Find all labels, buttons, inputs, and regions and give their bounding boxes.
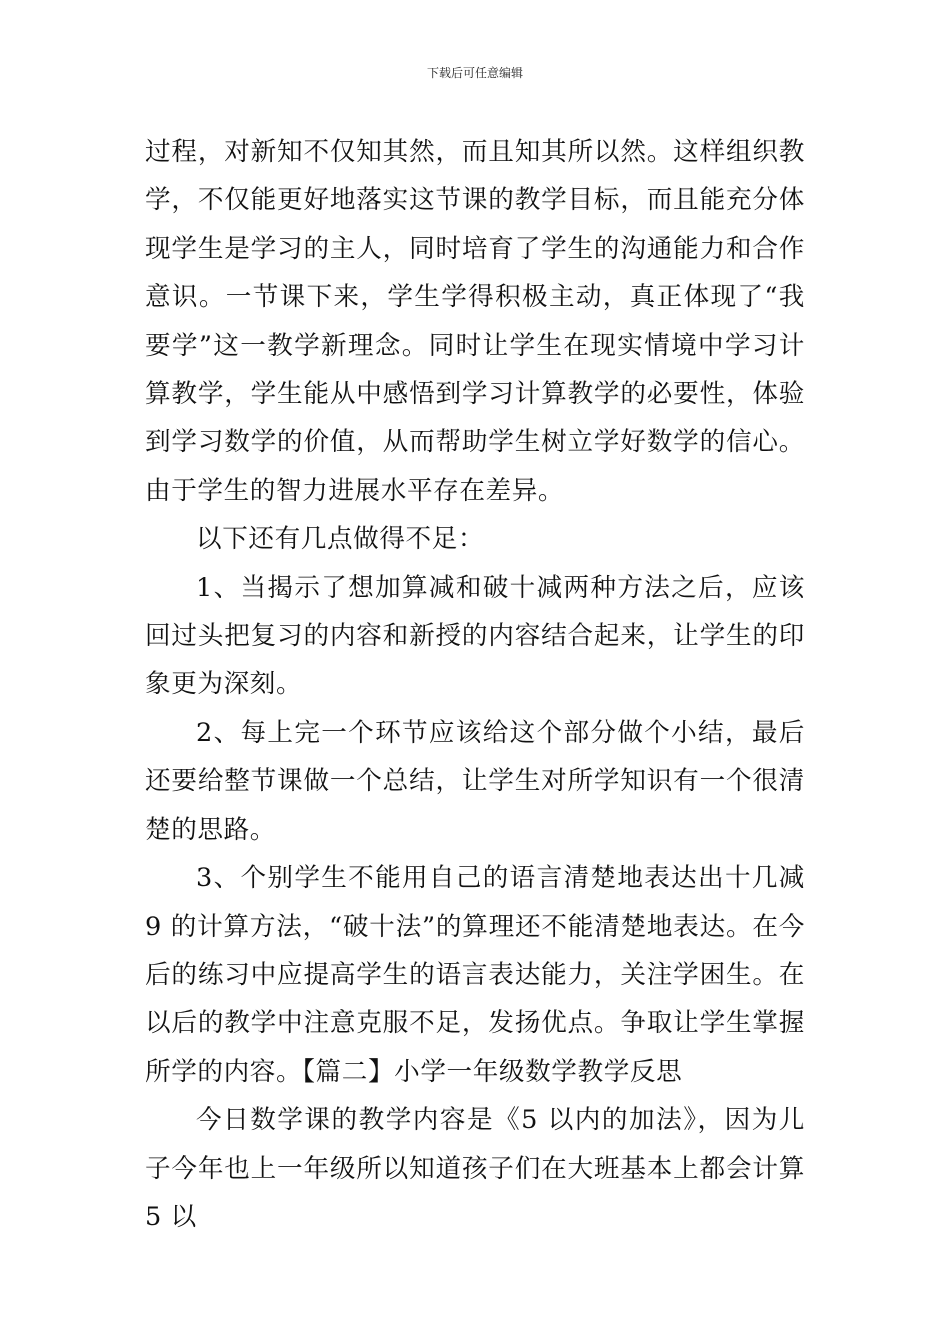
paragraph-point-1: 1、当揭示了想加算减和破十减两种方法之后，应该回过头把复习的内容和新授的内容结合起来，让学生的印象更为深刻。 — [145, 572, 805, 700]
paragraph-point-3: 3、个别学生不能用自己的语言清楚地表达出十几减 9 的计算方法，“破十法”的算理还不能清楚地表达。在今后的练习中应提高学生的语言表达能力，关注学困生。在以后的教学中注意克服不足，发扬优点。争取让学生掌握所学的内容。【篇二】小学一年级数学教学反思 — [145, 863, 805, 1087]
paragraph-shortcomings-intro: 以下还有几点做得不足： — [196, 524, 485, 555]
document-body — [145, 128, 805, 1241]
page-header: 下载后可任意编辑 — [426, 66, 523, 80]
paragraph-continuation: 过程，对新知不仅知其然，而且知其所以然。这样组织教学，不仅能更好地落实这节课的教学目标，而且能充分体现学生是学习的主人，同时培育了学生的沟通能力和合作意识。一节课下来，学生学得积极主动，真正体现了“我要学”这一教学新理念。同时让学生在现实情境中学习计算教学，学生能从中感悟到学习计算教学的必要性，体验到学习数学的价值，从而帮助学生树立学好数学的信心。由于学生的智力进展水平存在差异。 — [145, 137, 805, 506]
paragraph-section-two: 今日数学课的教学内容是《5 以内的加法》，因为儿子今年也上一年级所以知道孩子们在大班基本上都会计算 5 以 — [145, 1105, 805, 1232]
paragraph-point-2: 2、每上完一个环节应该给这个部分做个小结，最后还要给整节课做一个总结，让学生对所学知识有一个很清楚的思路。 — [145, 717, 805, 845]
